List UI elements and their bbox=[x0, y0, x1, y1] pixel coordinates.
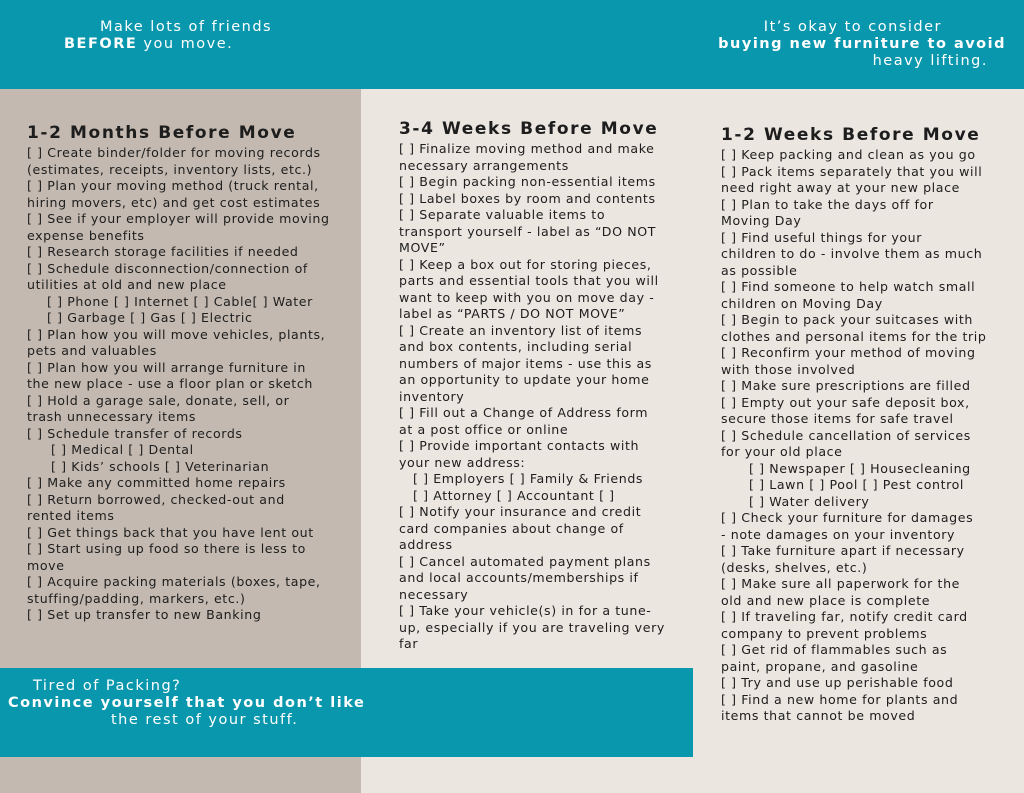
checklist-line: [ ] Begin to pack your suitcases with bbox=[721, 312, 974, 327]
checklist-line: [ ] Find someone to help watch small bbox=[721, 279, 976, 294]
checklist-line: secure those items for safe travel bbox=[721, 411, 954, 426]
checklist-line: label as “PARTS / DO NOT MOVE” bbox=[399, 306, 626, 321]
top-left-callout-emphasis: BEFORE bbox=[64, 36, 138, 52]
checklist-subline: [ ] Attorney [ ] Accountant [ ] bbox=[413, 487, 615, 503]
checklist-line: items that cannot be moved bbox=[721, 708, 916, 723]
checklist-column-3-4-weeks bbox=[399, 119, 689, 653]
checklist-subline: [ ] Medical [ ] Dental bbox=[51, 442, 194, 457]
checklist-line: [ ] Empty out your safe deposit box, bbox=[721, 394, 970, 410]
checklist-line: your new address: bbox=[399, 454, 526, 470]
checklist-line: [ ] Set up transfer to new Banking bbox=[27, 607, 262, 622]
checklist-line: MOVE” bbox=[399, 240, 446, 255]
checklist-line: up, especially if you are traveling very bbox=[399, 619, 665, 635]
checklist-line: paint, propane, and gasoline bbox=[721, 658, 919, 674]
top-left-callout bbox=[64, 19, 272, 53]
column-title: 3-4 Weeks Before Move bbox=[399, 119, 659, 139]
top-right-callout-line2: buying new furniture to avoid bbox=[718, 36, 1006, 52]
checklist-line: [ ] Acquire packing materials (boxes, tape, bbox=[27, 574, 321, 589]
bottom-callout-line3: the rest of your stuff. bbox=[111, 712, 299, 728]
checklist-line: [ ] Get things back that you have lent out bbox=[27, 524, 314, 540]
checklist-line: [ ] Try and use up perishable food bbox=[721, 675, 954, 690]
checklist-line: numbers of major items - use this as bbox=[399, 355, 652, 371]
checklist-line: parts and essential tools that you will bbox=[399, 273, 659, 288]
checklist-line: [ ] Start using up food so there is less to bbox=[27, 541, 306, 556]
checklist-line: inventory bbox=[399, 388, 465, 404]
checklist-line: [ ] Provide important contacts with bbox=[399, 438, 640, 453]
checklist-line: address bbox=[399, 537, 453, 552]
checklist-line: company to prevent problems bbox=[721, 625, 928, 641]
bottom-callout-line2: Convince yourself that you don’t like bbox=[8, 695, 366, 711]
checklist-line: necessary bbox=[399, 586, 469, 602]
checklist-line: [ ] Schedule cancellation of services bbox=[721, 427, 971, 443]
checklist-line: pets and valuables bbox=[27, 343, 157, 358]
bottom-callout bbox=[8, 678, 365, 729]
top-left-callout-rest: you move. bbox=[137, 36, 234, 52]
checklist-line: [ ] Make any committed home repairs bbox=[27, 475, 286, 490]
checklist-line: [ ] Plan your moving method (truck rental, bbox=[27, 178, 319, 193]
checklist-line: [ ] Plan how you will arrange furniture in bbox=[27, 359, 306, 375]
checklist-subline: [ ] Phone [ ] Internet [ ] Cable[ ] Water bbox=[47, 293, 313, 309]
checklist-line: [ ] Get rid of flammables such as bbox=[721, 642, 948, 657]
checklist-line: trash unnecessary items bbox=[27, 409, 197, 424]
checklist-line: [ ] If traveling far, notify credit card bbox=[721, 609, 968, 624]
checklist-line: [ ] Keep a box out for storing pieces, bbox=[399, 256, 652, 272]
checklist-column-1-2-months bbox=[27, 123, 357, 624]
checklist-line: [ ] Take your vehicle(s) in for a tune- bbox=[399, 603, 652, 618]
checklist-line: [ ] Label boxes by room and contents bbox=[399, 190, 656, 206]
top-right-callout-line3: heavy lifting. bbox=[872, 53, 988, 69]
checklist-line: [ ] Find a new home for plants and bbox=[721, 691, 959, 707]
checklist-subline: [ ] Kids’ schools [ ] Veterinarian bbox=[51, 458, 270, 474]
checklist-subline: [ ] Employers [ ] Family & Friends bbox=[413, 471, 644, 486]
checklist-line: rented items bbox=[27, 508, 115, 523]
checklist-line: (estimates, receipts, inventory lists, etc.) bbox=[27, 161, 313, 177]
checklist-line: necessary arrangements bbox=[399, 157, 569, 173]
checklist-line: as possible bbox=[721, 262, 798, 278]
checklist-line: [ ] Take furniture apart if necessary bbox=[721, 543, 965, 558]
checklist-subline: [ ] Water delivery bbox=[749, 493, 870, 509]
checklist-column-1-2-weeks bbox=[721, 125, 1017, 725]
checklist-line: children on Moving Day bbox=[721, 295, 883, 311]
checklist-line: stuffing/padding, markers, etc.) bbox=[27, 590, 246, 606]
checklist-line: want to keep with you on move day - bbox=[399, 289, 655, 305]
checklist-line: [ ] Reconfirm your method of moving bbox=[721, 345, 976, 360]
top-left-callout-line1: Make lots of friends bbox=[100, 19, 273, 35]
checklist-line: [ ] Pack items separately that you will bbox=[721, 163, 983, 179]
column-title: 1-2 Weeks Before Move bbox=[721, 125, 981, 145]
checklist-line: move bbox=[27, 557, 65, 573]
checklist-line: transport yourself - label as “DO NOT bbox=[399, 223, 657, 239]
checklist-line: [ ] Create binder/folder for moving records bbox=[27, 145, 321, 160]
checklist-line: - note damages on your inventory bbox=[721, 526, 956, 542]
checklist-line: at a post office or online bbox=[399, 421, 569, 437]
bottom-callout-line1: Tired of Packing? bbox=[33, 678, 182, 694]
checklist-line: and box contents, including serial bbox=[399, 339, 633, 354]
checklist-line: [ ] Check your furniture for damages bbox=[721, 510, 974, 525]
checklist-line: far bbox=[399, 636, 419, 651]
checklist-line: the new place - use a floor plan or sketch bbox=[27, 376, 313, 391]
top-right-callout-line1: It’s okay to consider bbox=[763, 19, 942, 35]
checklist-line: [ ] Make sure all paperwork for the bbox=[721, 576, 961, 591]
checklist-line: [ ] Create an inventory list of items bbox=[399, 322, 643, 338]
checklist-line: [ ] See if your employer will provide moving bbox=[27, 211, 330, 226]
checklist-line: [ ] Cancel automated payment plans bbox=[399, 553, 651, 569]
checklist-line: [ ] Separate valuable items to bbox=[399, 207, 606, 222]
top-right-callout bbox=[718, 19, 1006, 70]
checklist-line: [ ] Finalize moving method and make bbox=[399, 141, 655, 156]
checklist-line: old and new place is complete bbox=[721, 592, 931, 608]
checklist-line: [ ] Schedule transfer of records bbox=[27, 425, 243, 441]
column-title: 1-2 Months Before Move bbox=[27, 123, 297, 143]
checklist-line: clothes and personal items for the trip bbox=[721, 328, 987, 344]
checklist-line: [ ] Fill out a Change of Address form bbox=[399, 405, 649, 420]
checklist-line: [ ] Return borrowed, checked-out and bbox=[27, 491, 285, 507]
checklist-line: with those involved bbox=[721, 361, 856, 377]
checklist-line: Moving Day bbox=[721, 213, 802, 228]
checklist-line: hiring movers, etc) and get cost estimates bbox=[27, 194, 321, 210]
checklist-line: [ ] Begin packing non-essential items bbox=[399, 174, 656, 189]
checklist-line: children to do - involve them as much bbox=[721, 246, 983, 261]
checklist-line: [ ] Hold a garage sale, donate, sell, or bbox=[27, 392, 290, 408]
checklist-line: and local accounts/memberships if bbox=[399, 570, 639, 585]
checklist-line: expense benefits bbox=[27, 227, 145, 243]
checklist-line: [ ] Make sure prescriptions are filled bbox=[721, 378, 971, 393]
checklist-line: need right away at your new place bbox=[721, 180, 960, 195]
checklist-line: [ ] Schedule disconnection/connection of bbox=[27, 260, 308, 276]
checklist-subline: [ ] Newspaper [ ] Housecleaning bbox=[749, 460, 971, 476]
checklist-line: [ ] Plan how you will move vehicles, plants, bbox=[27, 326, 326, 342]
checklist-subline: [ ] Lawn [ ] Pool [ ] Pest control bbox=[749, 477, 965, 492]
checklist-line: card companies about change of bbox=[399, 520, 624, 536]
checklist-line: for your old place bbox=[721, 444, 843, 459]
checklist-line: [ ] Research storage facilities if needed bbox=[27, 244, 299, 259]
checklist-subline: [ ] Garbage [ ] Gas [ ] Electric bbox=[47, 310, 253, 325]
checklist-line: (desks, shelves, etc.) bbox=[721, 559, 868, 575]
checklist-line: [ ] Find useful things for your bbox=[721, 229, 923, 245]
checklist-line: [ ] Notify your insurance and credit bbox=[399, 504, 642, 519]
checklist-line: utilities at old and new place bbox=[27, 277, 227, 292]
checklist-line: an opportunity to update your home bbox=[399, 372, 650, 387]
checklist-line: [ ] Keep packing and clean as you go bbox=[721, 147, 976, 162]
checklist-line: [ ] Plan to take the days off for bbox=[721, 196, 934, 212]
